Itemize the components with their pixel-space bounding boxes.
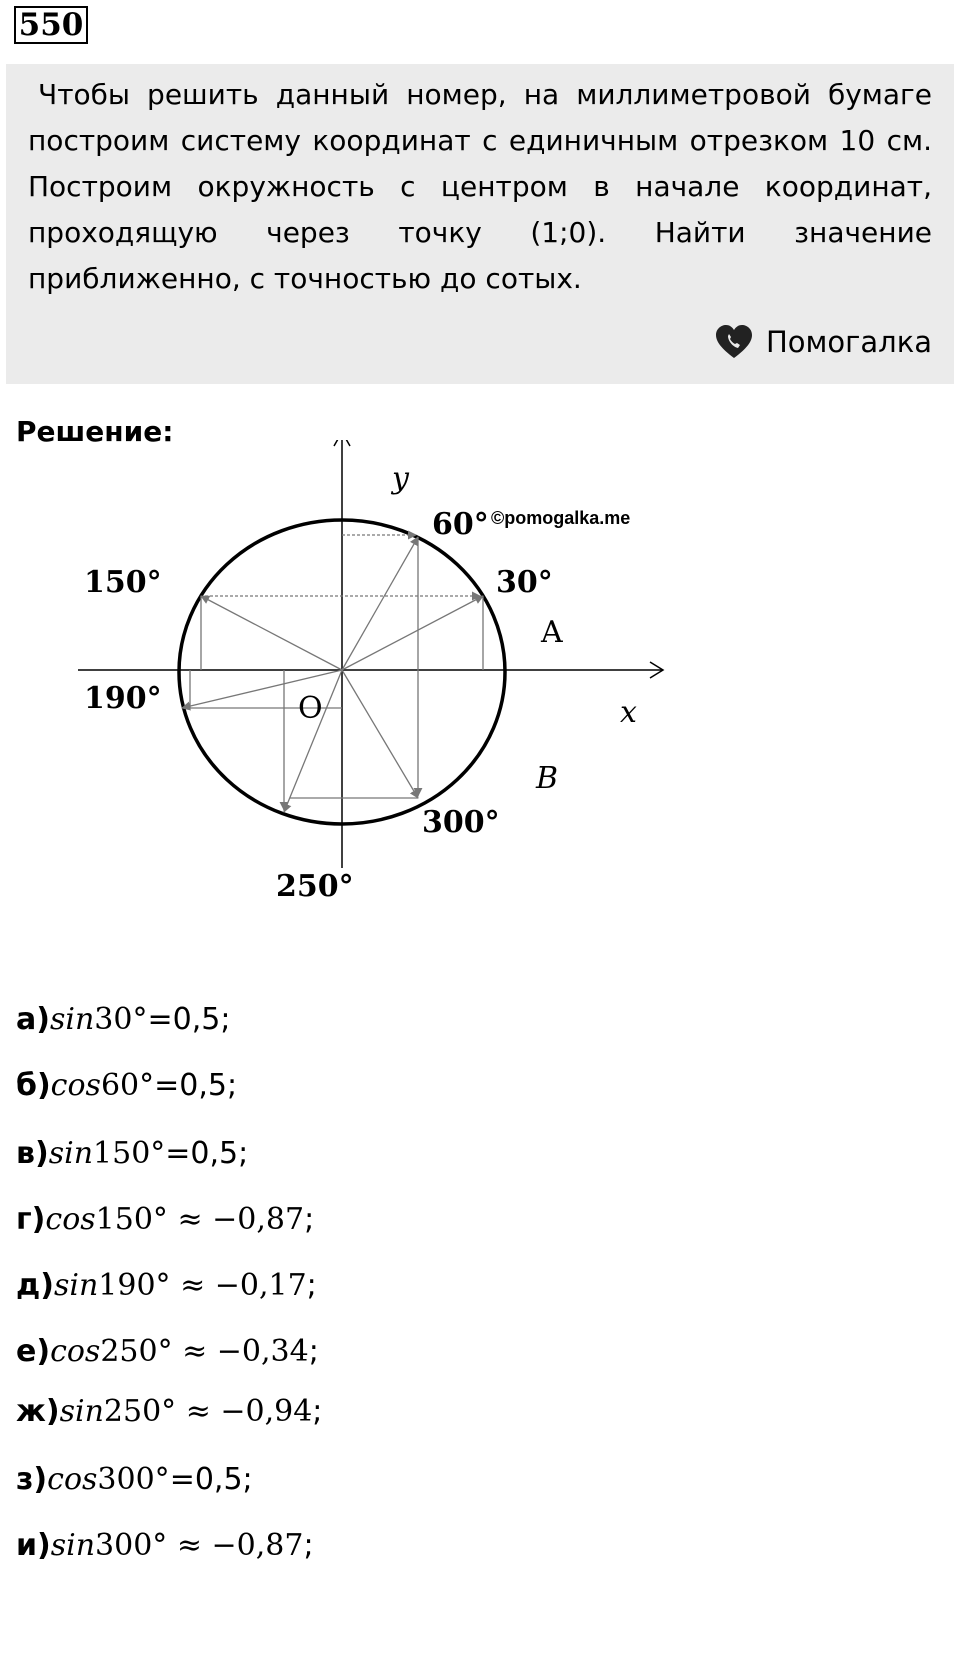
answer-d: д)sin190° ≈ −0,17; [16,1268,317,1303]
answer-i: и)sin300° ≈ −0,87; [16,1528,314,1563]
task-text: Чтобы решить данный номер, на миллиметровой бумаге построим систему координат с единичным отрезком 10 см. Построим окружность с центром в начале координат, проходящую через точку (1;0). Найти значение приближенно, с точностью до сотых. [28,78,932,295]
answer-zh: ж)sin250° ≈ −0,94; [16,1394,323,1429]
answer-b: б)cos60°=0,5; [16,1068,238,1103]
angle-label-250: 250° [276,869,354,904]
y-axis-label: y [392,461,409,496]
answer-a: а)sin30°=0,5; [16,1002,231,1037]
angle-label-30: 30° [496,565,553,600]
vector-150 [201,596,342,670]
brand[interactable] [714,322,932,362]
radius-vectors [182,537,483,812]
answer-e: е)cos250° ≈ −0,34; [16,1334,319,1369]
solution-label: Решение: [16,415,174,448]
unit-circle-diagram [0,440,960,960]
answer-z: з)cos300°=0,5; [16,1462,253,1497]
heart-phone-icon [714,324,754,360]
x-axis-label: x [620,695,637,730]
task-panel [6,64,954,384]
angle-label-60: 60° [432,507,489,542]
angle-label-150: 150° [84,565,162,600]
problem-number: 550 [14,6,88,44]
brand-label: Помогалка [766,325,932,359]
origin-label: O [298,691,323,726]
point-a-label: A [541,615,563,650]
projection-lines [186,535,483,810]
angle-label-300: 300° [422,805,500,840]
answer-g: г)cos150° ≈ −0,87; [16,1202,315,1237]
answer-v: в)sin150°=0,5; [16,1136,249,1171]
vector-300 [342,670,418,798]
watermark: ©pomogalka.me [491,508,631,528]
point-b-label: B [536,761,559,796]
angle-label-190: 190° [84,681,162,716]
